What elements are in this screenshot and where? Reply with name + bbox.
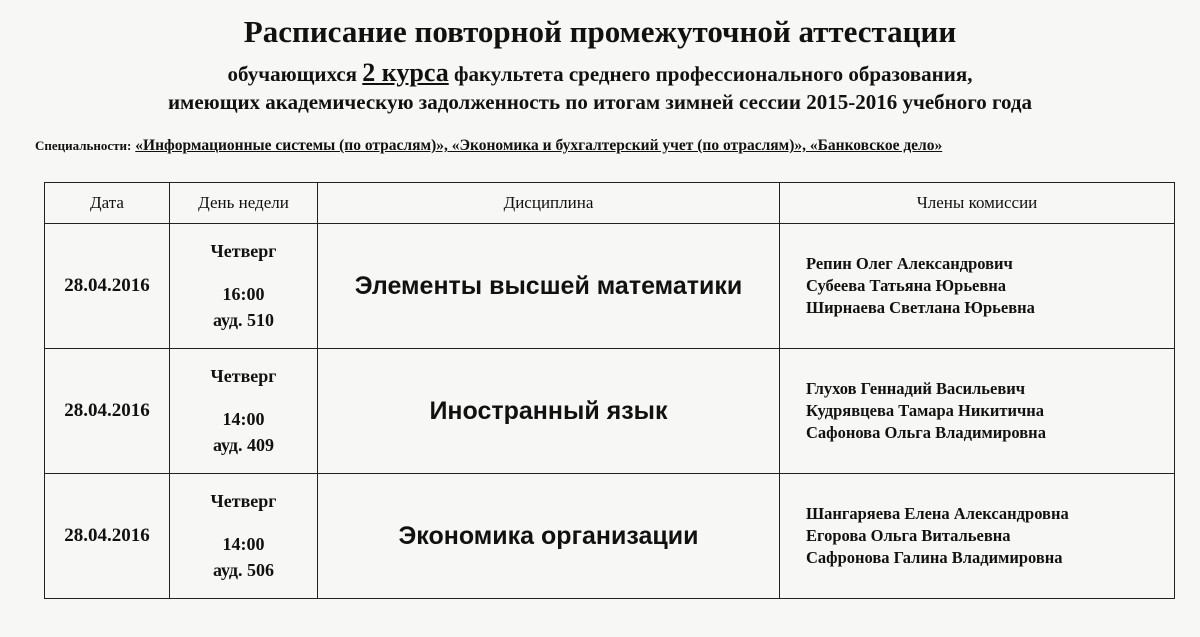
member-name: Сафонова Ольга Владимировна — [806, 423, 1046, 443]
table-row — [45, 224, 1175, 349]
subtitle-suffix: факультета среднего профессионального образования, — [453, 62, 973, 86]
table-header-row — [45, 183, 1175, 224]
schedule-table — [44, 182, 1175, 599]
weekday: Четверг — [210, 240, 277, 261]
weekday: Четверг — [210, 365, 277, 386]
members-cell — [780, 349, 1175, 474]
member-name: Шангаряева Елена Александровна — [806, 503, 1069, 523]
member-name: Сафронова Галина Владимировна — [806, 548, 1063, 568]
header-date: Дата — [45, 183, 170, 224]
subtitle-line-2: имеющих академическую задолженность по итогам зимней сессии 2015-2016 учебного года — [167, 90, 1033, 114]
member-name: Репин Олег Александрович — [806, 253, 1013, 273]
member-name: Глухов Геннадий Васильевич — [806, 378, 1026, 398]
table-row — [45, 474, 1175, 599]
member-name: Субеева Татьяна Юрьевна — [806, 275, 1007, 295]
members-cell — [780, 224, 1175, 349]
specialties-label: Специальности: — [35, 138, 132, 153]
date-cell: 28.04.2016 — [45, 224, 170, 349]
room: ауд. 409 — [212, 434, 275, 455]
header-commission: Члены комиссии — [780, 183, 1175, 224]
date-cell: 28.04.2016 — [45, 474, 170, 599]
time: 14:00 — [222, 409, 265, 430]
members-cell — [780, 474, 1175, 599]
page-title: Расписание повторной промежуточной аттестации — [243, 14, 957, 49]
header-discipline: Дисциплина — [318, 183, 780, 224]
specialties-list: «Информационные системы (по отраслям)», «Экономика и бухгалтерский учет (по отраслям)», «Банковское дело» — [135, 137, 943, 154]
time: 14:00 — [222, 534, 265, 555]
course-label: 2 курса — [362, 58, 449, 87]
specialties — [35, 137, 942, 155]
date-cell: 28.04.2016 — [45, 349, 170, 474]
room: ауд. 510 — [212, 309, 275, 330]
subtitle-prefix: обучающихся — [227, 62, 358, 86]
table-row — [45, 349, 1175, 474]
room: ауд. 506 — [212, 559, 275, 580]
day-cell — [170, 349, 318, 474]
header-weekday: День недели — [170, 183, 318, 224]
day-cell — [170, 474, 318, 599]
subtitle-line-1 — [0, 58, 1200, 88]
discipline-cell: Элементы высшей математики — [318, 224, 780, 349]
member-name: Ширнаева Светлана Юрьевна — [806, 298, 1035, 318]
weekday: Четверг — [210, 490, 277, 511]
member-name: Кудрявцева Тамара Никитична — [806, 400, 1045, 420]
day-cell — [170, 224, 318, 349]
discipline-cell: Иностранный язык — [318, 349, 780, 474]
time: 16:00 — [222, 284, 265, 305]
member-name: Егорова Ольга Витальевна — [806, 525, 1011, 545]
discipline-cell: Экономика организации — [318, 474, 780, 599]
